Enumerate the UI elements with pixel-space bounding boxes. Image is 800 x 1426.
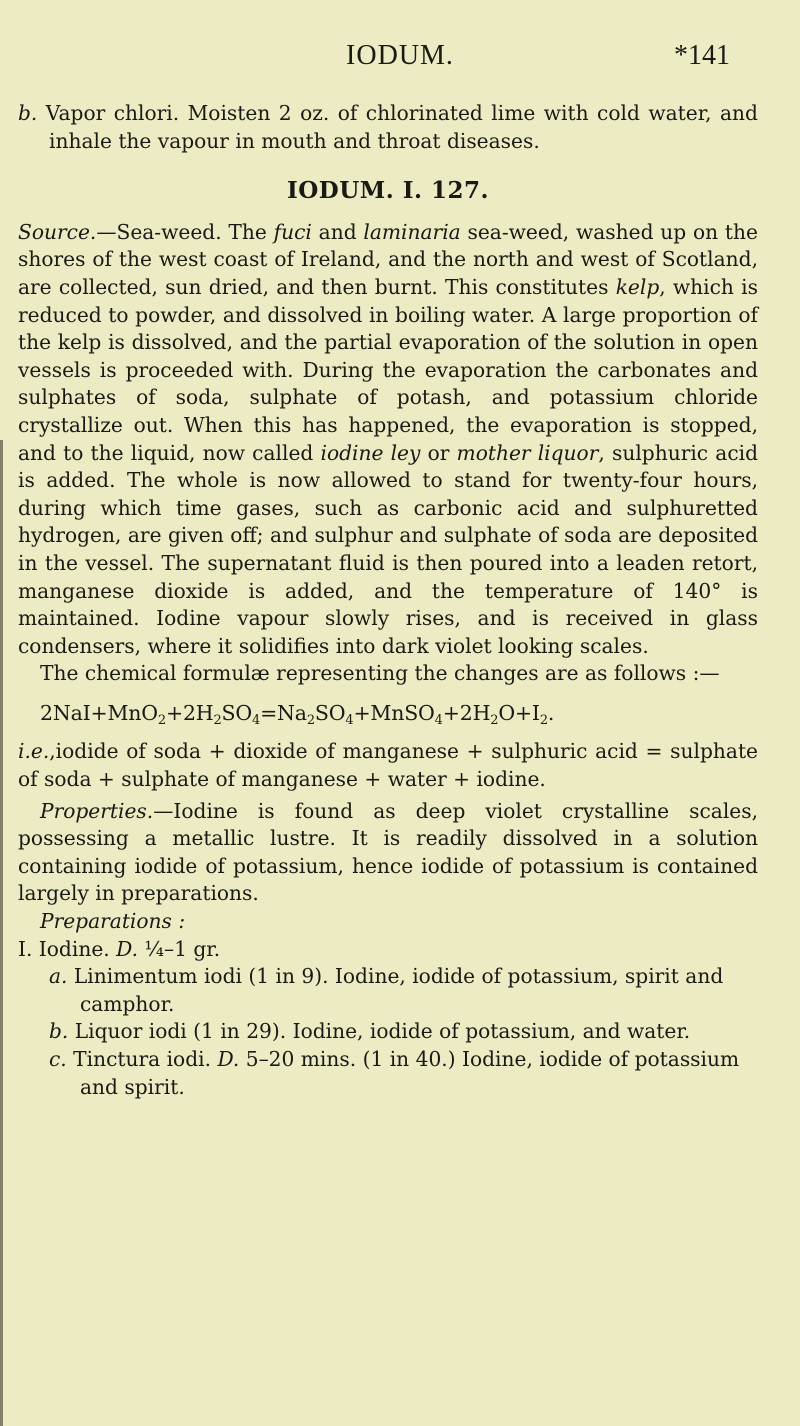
item-text: Liquor iodi (1 in 29). Iodine, iodide of potassium, and water.: [74, 1019, 691, 1044]
formula-part: SO: [221, 700, 252, 725]
ie-label: i.e.: [18, 739, 50, 764]
item-letter: b.: [18, 101, 38, 125]
dose-label: D.: [217, 1047, 240, 1071]
dose-text: ¼–1 gr.: [138, 936, 221, 961]
formula-subscript: 4: [434, 712, 443, 728]
preparation-item-c: [18, 1046, 758, 1101]
formula-subscript: 2: [539, 712, 548, 728]
properties-label: Properties.: [40, 798, 154, 823]
preparations-label: Preparations :: [40, 909, 186, 934]
formula-part: SO: [314, 700, 346, 725]
section-heading: IODUM. I. 127.: [286, 177, 490, 205]
preparation-name: I. Iodine.: [18, 936, 117, 961]
dose-label: D.: [116, 936, 138, 961]
running-head: IODUM.: [346, 40, 454, 71]
formula-part: +2H: [442, 700, 491, 725]
page-edge-shadow: [0, 440, 3, 1426]
ie-paragraph: [18, 738, 758, 793]
formula-part: =Na: [260, 700, 307, 725]
term-fuci: fuci: [273, 219, 312, 244]
term-mother-liquor: mother liquor: [456, 440, 599, 465]
item-letter: a.: [49, 964, 68, 989]
formula-subscript: 4: [252, 712, 261, 728]
formula-part: +2H: [165, 700, 214, 725]
formula-part: O+I: [498, 700, 540, 725]
item-text: Linimentum iodi (1 in 9). Iodine, iodide of potassium, spirit and camphor.: [73, 964, 724, 1016]
page-number: *141: [674, 40, 730, 71]
source-text-1: —Sea-weed. The: [96, 219, 274, 244]
formula-subscript: 4: [345, 712, 354, 728]
properties-text: —Iodine is found as deep violet crystalline scales, possessing a metallic lustre. It is readily dissolved in a solution containing iodide of potassium, hence iodide of potassium is contained largely in preparations.: [18, 798, 758, 906]
source-label: Source.: [18, 219, 97, 244]
item-text: 5–20 mins. (1 in 40.) Iodine, iodide of potassium and spirit.: [80, 1047, 740, 1099]
source-text-5: or: [420, 440, 457, 465]
preparation-item-iodine: [18, 936, 758, 964]
chemical-equation: [40, 700, 758, 731]
source-text-3: sea-weed, washed up on the shores of the west coast of Ireland, and the north and west of Scotland, are collected, sun dried, and then burnt. This constitutes: [18, 219, 758, 299]
item-text: Tinctura iodi.: [73, 1047, 218, 1071]
formula-part: +MnSO: [353, 700, 435, 725]
formula-subscript: 2: [213, 712, 222, 728]
item-letter: c.: [49, 1047, 67, 1071]
formula-part: 2NaI+MnO: [40, 700, 158, 725]
chemical-formulae-paragraph: The chemical formulæ representing the changes are as follows :—: [40, 661, 720, 686]
term-iodine-ley: iodine ley: [320, 440, 421, 465]
formula-subscript: 2: [306, 712, 315, 728]
paragraph-text: Vapor chlori. Moisten 2 oz. of chlorinated lime with cold water, and inhale the vapour in mouth and throat diseases.: [45, 101, 758, 153]
properties-paragraph: [18, 798, 758, 908]
vapor-chlori-paragraph: [18, 100, 758, 155]
ie-text: ,iodide of soda + dioxide of manganese + sulphuric acid = sulphate of soda + sulphate of manganese + water + iodine.: [18, 739, 758, 792]
item-letter: b.: [49, 1019, 69, 1044]
formula-subscript: 2: [157, 712, 166, 728]
preparation-item-a: [18, 963, 758, 1018]
formula-part: .: [547, 700, 555, 725]
source-text-2: and: [311, 219, 364, 244]
preparation-item-b: [18, 1018, 758, 1046]
term-laminaria: laminaria: [363, 219, 461, 244]
source-paragraph: [18, 219, 758, 661]
source-text-6: , sulphuric acid is added. The whole is now allowed to stand for twenty-four hours, during which time gases, such as carbonic acid and sulphuretted hydrogen, are given off; and sulphur and sulphate of soda are deposited in the vessel. The supernatant fluid is then poured into a leaden retort, manganese dioxide is added, and the temperature of 140° is maintained. Iodine vapour slowly rises, and is received in glass condensers, where it solidifies into dark violet looking scales.: [18, 440, 759, 658]
source-text-4: , which is reduced to powder, and dissolved in boiling water. A large proportion of the kelp is dissolved, and the partial evaporation of the solution in open vessels is proceeded with. During the evaporation the carbonates and sulphates of soda, sulphate of potash, and potassium chloride crystallize out. When this has happened, the evaporation is stopped, and to the liquid, now called: [18, 274, 758, 465]
page-header: [0, 40, 800, 80]
page-body: [18, 100, 758, 1101]
term-kelp: kelp: [615, 274, 660, 299]
formula-subscript: 2: [490, 712, 499, 728]
